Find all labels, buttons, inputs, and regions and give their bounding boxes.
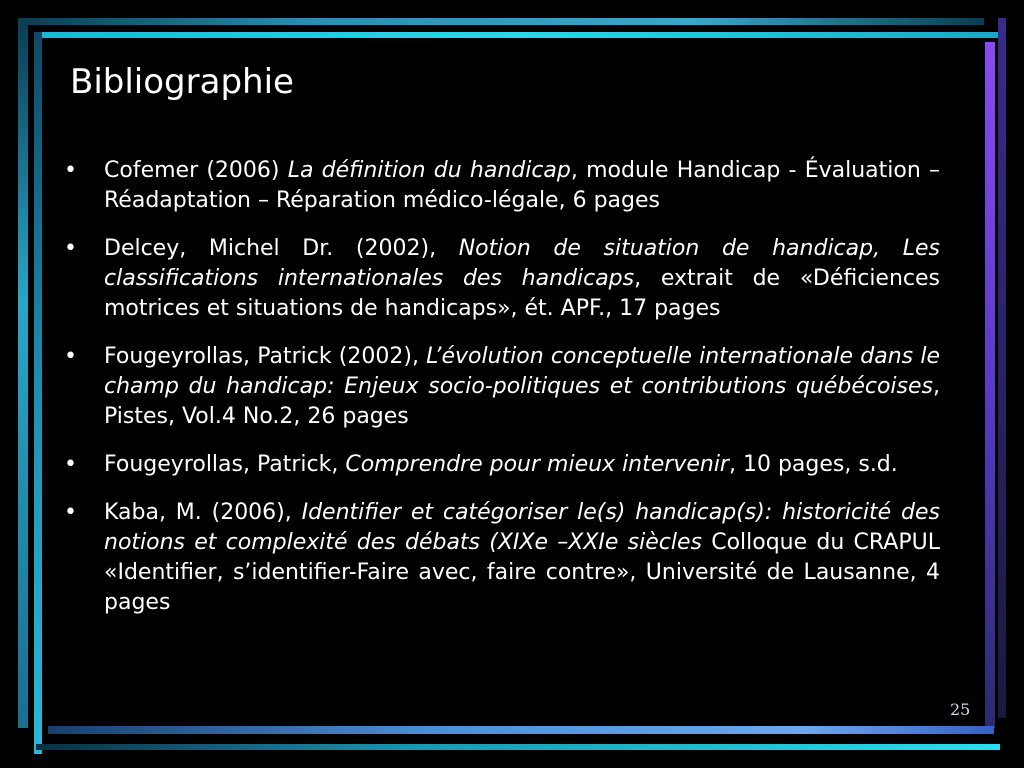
- reference-title: Notion de situation de handicap, Les classifications internationales des handicaps: [104, 236, 940, 291]
- reference-author: Fougeyrollas, Patrick (2002),: [104, 344, 427, 369]
- bibliography-item: [60, 234, 940, 324]
- frame-bar-top-outer: [18, 18, 984, 25]
- reference-author: Delcey, Michel Dr. (2002),: [104, 236, 459, 261]
- bullet-icon: •: [64, 452, 77, 477]
- reference-title: L’évolution conceptuelle internationale dans le champ du handicap: Enjeux socio-politiques et contributions québécoises: [104, 344, 940, 399]
- reference-author: Kaba, M. (2006),: [104, 500, 302, 525]
- bibliography-list: [60, 156, 940, 636]
- reference-author: Fougeyrollas, Patrick,: [104, 452, 346, 477]
- reference-title: La définition du handicap: [287, 158, 571, 183]
- bibliography-item: [60, 156, 940, 216]
- page-number: 25: [950, 700, 971, 719]
- reference-author: Cofemer (2006): [104, 158, 288, 183]
- reference-details: , 10 pages, s.d.: [728, 452, 898, 477]
- bullet-icon: •: [64, 500, 77, 525]
- frame-bar-bottom-inner: [48, 726, 994, 734]
- frame-bar-bottom-outer: [36, 744, 1000, 750]
- reference-title: Identifier et catégoriser le(s) handicap(s): historicité des notions et complexité des débats (XIXe –XXIe siècles: [104, 500, 940, 555]
- frame-bar-right-outer: [998, 18, 1006, 718]
- bullet-icon: •: [64, 158, 77, 183]
- bullet-icon: •: [64, 344, 77, 369]
- reference-details: Colloque du CRAPUL «Identifier, s’identifier-Faire avec, faire contre», Université de Lausanne, 4 pages: [104, 530, 940, 615]
- frame-bar-top-inner: [36, 32, 998, 38]
- bibliography-item: [60, 450, 940, 480]
- frame-bar-right-inner: [985, 42, 995, 728]
- frame-bar-left-outer: [18, 18, 28, 728]
- bibliography-item: [60, 342, 940, 432]
- bibliography-item: [60, 498, 940, 618]
- bullet-icon: •: [64, 236, 77, 261]
- reference-details: , Pistes, Vol.4 No.2, 26 pages: [104, 374, 940, 429]
- reference-details: , module Handicap - Évaluation – Réadaptation – Réparation médico-légale, 6 pages: [104, 158, 940, 213]
- frame-bar-left-inner: [34, 32, 42, 754]
- reference-details: , extrait de «Déficiences motrices et situations de handicaps», ét. APF., 17 pages: [104, 266, 940, 321]
- reference-title: Comprendre pour mieux intervenir: [345, 452, 729, 477]
- slide-title: Bibliographie: [70, 62, 294, 102]
